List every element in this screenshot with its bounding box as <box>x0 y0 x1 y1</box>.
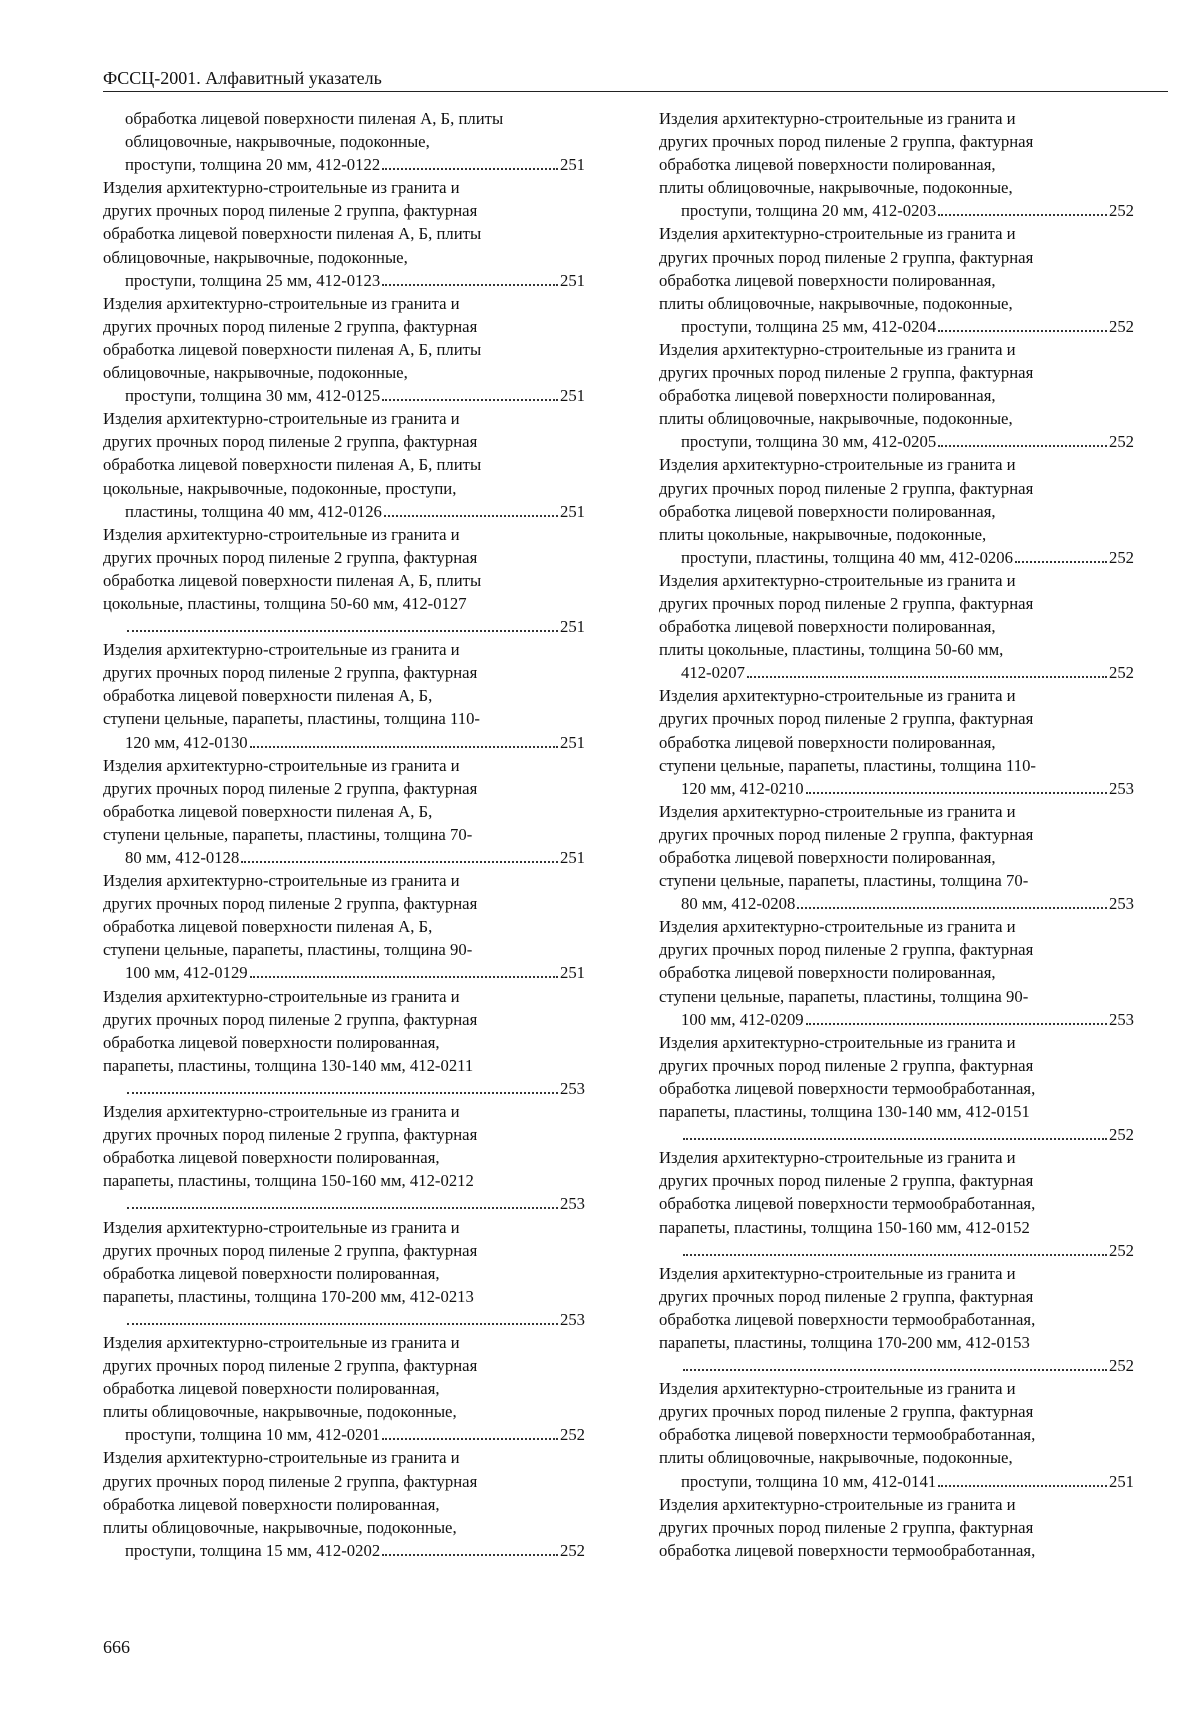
entry-text-line: облицовочные, накрывочные, подоконные, <box>125 132 430 152</box>
dot-leader <box>382 1438 558 1440</box>
entry-text-line: плиты облицовочные, накрывочные, подоконные, <box>659 178 1013 198</box>
entry-text-line: обработка лицевой поверхности полированная, <box>659 386 996 406</box>
entry-page-ref: 251 <box>1108 1471 1134 1491</box>
entry-text-line: Изделия архитектурно-строительные из гранита и <box>659 570 1016 590</box>
index-entry <box>103 176 585 291</box>
entry-text-line: облицовочные, накрывочные, подоконные, <box>103 363 408 383</box>
entry-text-line: других прочных пород пиленые 2 группа, фактурная <box>103 778 478 798</box>
entry-page-ref: 251 <box>559 963 585 983</box>
entry-reference-line <box>125 846 585 869</box>
entry-tail-text: проступи, толщина 20 мм, 412-0203 <box>681 201 937 221</box>
entry-text-line: обработка лицевой поверхности пиленая А, Б, <box>103 686 433 706</box>
index-column-left <box>103 107 585 1562</box>
entry-text-line: Изделия архитектурно-строительные из гранита и <box>659 224 1016 244</box>
entry-page-ref: 252 <box>1108 1356 1134 1376</box>
entry-text-line: других прочных пород пиленые 2 группа, фактурная <box>103 1009 478 1029</box>
entry-text-line: других прочных пород пиленые 2 группа, фактурная <box>659 1055 1034 1075</box>
entry-text-line: Изделия архитектурно-строительные из гранита и <box>659 686 1016 706</box>
entry-text-line: парапеты, пластины, толщина 150-160 мм, 412-0152 <box>659 1217 1030 1237</box>
entry-tail-text: проступи, толщина 30 мм, 412-0125 <box>125 386 381 406</box>
dot-leader <box>384 515 558 517</box>
index-entry <box>659 107 1134 222</box>
dot-leader <box>806 792 1107 794</box>
index-entry <box>659 684 1134 799</box>
entry-text-line: плиты облицовочные, накрывочные, подоконные, <box>103 1402 457 1422</box>
entry-text-line: обработка лицевой поверхности полированная, <box>103 1263 440 1283</box>
entry-page-ref: 253 <box>559 1078 585 1098</box>
entry-page-ref: 251 <box>559 848 585 867</box>
entry-page-ref: 251 <box>559 155 585 175</box>
entry-reference-line <box>125 153 585 176</box>
entry-text-line: других прочных пород пиленые 2 группа, фактурная <box>659 593 1034 613</box>
entry-tail-text: 80 мм, 412-0208 <box>681 894 796 914</box>
entry-reference-line <box>681 430 1134 453</box>
entry-reference-line <box>681 199 1134 222</box>
entry-page-ref: 251 <box>559 732 585 752</box>
dot-leader <box>127 1207 558 1209</box>
entry-text-line: других прочных пород пиленые 2 группа, фактурная <box>103 1240 478 1260</box>
entry-text-line: обработка лицевой поверхности пиленая А, Б, плиты <box>103 339 482 359</box>
entry-reference-line <box>681 1239 1134 1262</box>
entry-text-line: Изделия архитектурно-строительные из гранита и <box>103 409 460 429</box>
entry-tail-text: 100 мм, 412-0129 <box>125 963 248 983</box>
index-entry <box>659 1377 1134 1492</box>
index-entry <box>659 1493 1134 1562</box>
entry-reference-line <box>681 892 1134 915</box>
entry-page-ref: 251 <box>559 501 585 521</box>
entry-text-line: обработка лицевой поверхности полированная, <box>659 501 996 521</box>
entry-tail-text: проступи, толщина 25 мм, 412-0123 <box>125 270 381 290</box>
entry-text-line: других прочных пород пиленые 2 группа, фактурная <box>659 247 1034 267</box>
dot-leader <box>382 399 558 401</box>
entry-text-line: плиты цокольные, накрывочные, подоконные, <box>659 524 987 544</box>
entry-reference-line <box>125 1539 585 1562</box>
entry-text-line: других прочных пород пиленые 2 группа, фактурная <box>659 824 1034 844</box>
entry-page-ref: 252 <box>559 1540 585 1560</box>
dot-leader <box>382 1554 558 1556</box>
entry-text-line: Изделия архитектурно-строительные из гранита и <box>659 1148 1016 1168</box>
index-entry <box>659 222 1134 337</box>
entry-reference-line <box>681 315 1134 338</box>
dot-leader <box>938 330 1107 332</box>
dot-leader <box>382 284 558 286</box>
entry-text-line: ступени цельные, парапеты, пластины, толщина 110- <box>659 755 1036 775</box>
entry-page-ref: 252 <box>559 1425 585 1445</box>
entry-text-line: Изделия архитектурно-строительные из гранита и <box>103 1217 460 1237</box>
entry-text-line: других прочных пород пиленые 2 группа, фактурная <box>659 1171 1034 1191</box>
index-column-right <box>659 107 1134 1562</box>
entry-tail-text: проступи, толщина 25 мм, 412-0204 <box>681 316 937 336</box>
entry-text-line: обработка лицевой поверхности пиленая А, Б, плиты <box>103 455 482 475</box>
entry-text-line: других прочных пород пиленые 2 группа, фактурная <box>659 940 1034 960</box>
entry-reference-line <box>681 546 1134 569</box>
entry-text-line: обработка лицевой поверхности полированная, <box>659 617 996 637</box>
entry-text-line: обработка лицевой поверхности пиленая А, Б, <box>103 917 433 937</box>
entry-page-ref: 253 <box>1108 778 1134 798</box>
entry-text-line: ступени цельные, парапеты, пластины, толщина 90- <box>103 940 473 960</box>
entry-text-line: обработка лицевой поверхности термообработанная, <box>659 1309 1036 1329</box>
entry-reference-line <box>125 269 585 292</box>
entry-tail-text: 100 мм, 412-0209 <box>681 1009 804 1029</box>
entry-text-line: плиты цокольные, пластины, толщина 50-60 мм, <box>659 640 1004 660</box>
index-entry <box>103 1331 585 1446</box>
entry-text-line: ступени цельные, парапеты, пластины, толщина 110- <box>103 709 480 729</box>
entry-reference-line <box>681 1470 1134 1493</box>
entry-tail-text: пластины, толщина 40 мм, 412-0126 <box>125 501 382 521</box>
entry-page-ref: 252 <box>1108 432 1134 452</box>
entry-text-line: Изделия архитектурно-строительные из гранита и <box>659 801 1016 821</box>
index-entry <box>659 338 1134 453</box>
entry-reference-line <box>125 1308 585 1331</box>
entry-text-line: Изделия архитектурно-строительные из гранита и <box>659 1263 1016 1283</box>
entry-text-line: других прочных пород пиленые 2 группа, фактурная <box>103 663 478 683</box>
entry-text-line: других прочных пород пиленые 2 группа, фактурная <box>659 1286 1034 1306</box>
entry-page-ref: 253 <box>559 1194 585 1214</box>
entry-text-line: других прочных пород пиленые 2 группа, фактурная <box>103 316 478 336</box>
entry-text-line: обработка лицевой поверхности термообработанная, <box>659 1194 1036 1214</box>
dot-leader <box>250 976 558 978</box>
entry-page-ref: 253 <box>559 1309 585 1329</box>
dot-leader <box>127 1323 558 1325</box>
entry-text-line: парапеты, пластины, толщина 130-140 мм, 412-0211 <box>103 1055 474 1075</box>
index-entry <box>103 292 585 407</box>
entry-reference-line <box>125 384 585 407</box>
dot-leader <box>683 1138 1107 1140</box>
entry-text-line: других прочных пород пиленые 2 группа, фактурная <box>103 432 478 452</box>
index-entry <box>103 638 585 753</box>
dot-leader <box>683 1254 1107 1256</box>
entry-text-line: других прочных пород пиленые 2 группа, фактурная <box>103 894 478 914</box>
dot-leader <box>938 1485 1107 1487</box>
entry-text-line: Изделия архитектурно-строительные из гранита и <box>659 109 1016 128</box>
entry-tail-text: проступи, толщина 10 мм, 412-0141 <box>681 1471 937 1491</box>
entry-tail-text: 120 мм, 412-0130 <box>125 732 248 752</box>
entry-tail-text: 80 мм, 412-0128 <box>125 848 240 867</box>
dot-leader <box>797 907 1107 909</box>
entry-text-line: обработка лицевой поверхности пиленая А, Б, плиты <box>103 224 482 244</box>
entry-text-line: других прочных пород пиленые 2 группа, фактурная <box>103 201 478 221</box>
entry-reference-line <box>125 1077 585 1100</box>
entry-text-line: других прочных пород пиленые 2 группа, фактурная <box>659 709 1034 729</box>
dot-leader <box>127 630 558 632</box>
entry-text-line: парапеты, пластины, толщина 170-200 мм, 412-0213 <box>103 1286 474 1306</box>
entry-text-line: обработка лицевой поверхности полированная, <box>659 732 996 752</box>
entry-text-line: обработка лицевой поверхности полированная, <box>103 1379 440 1399</box>
dot-leader <box>127 1092 558 1094</box>
entry-tail-text: 412-0207 <box>681 663 745 683</box>
entry-text-line: обработка лицевой поверхности полированная, <box>659 270 996 290</box>
entry-text-line: ступени цельные, парапеты, пластины, толщина 70- <box>103 824 473 844</box>
dot-leader <box>806 1023 1107 1025</box>
entry-text-line: Изделия архитектурно-строительные из гранита и <box>659 455 1016 475</box>
entry-text-line: плиты облицовочные, накрывочные, подоконные, <box>103 1517 457 1537</box>
entry-page-ref: 253 <box>1108 1009 1134 1029</box>
entry-text-line: других прочных пород пиленые 2 группа, фактурная <box>659 1517 1034 1537</box>
index-entry <box>103 754 585 869</box>
index-entry <box>103 1446 585 1561</box>
entry-text-line: Изделия архитектурно-строительные из гранита и <box>103 986 460 1006</box>
dot-leader <box>382 168 558 170</box>
entry-text-line: Изделия архитектурно-строительные из гранита и <box>103 178 460 198</box>
entry-text-line: обработка лицевой поверхности полированная, <box>659 155 996 175</box>
index-entry <box>103 869 585 984</box>
entry-text-line: обработка лицевой поверхности термообработанная, <box>659 1425 1036 1445</box>
entry-text-line: Изделия архитектурно-строительные из гранита и <box>103 755 460 775</box>
entry-reference-line <box>681 661 1134 684</box>
dot-leader <box>250 746 558 748</box>
index-entry <box>103 1216 585 1331</box>
entry-text-line: плиты облицовочные, накрывочные, подоконные, <box>659 409 1013 429</box>
entry-text-line: цокольные, накрывочные, подоконные, проступи, <box>103 478 457 498</box>
entry-text-line: других прочных пород пиленые 2 группа, фактурная <box>103 1356 478 1376</box>
entry-text-line: Изделия архитектурно-строительные из гранита и <box>103 1448 460 1468</box>
index-entry <box>103 107 585 176</box>
entry-text-line: обработка лицевой поверхности полированная, <box>103 1032 440 1052</box>
page-number: 666 <box>103 1637 130 1657</box>
entry-reference-line <box>125 615 585 638</box>
dot-leader <box>747 676 1107 678</box>
entry-page-ref: 251 <box>559 617 585 637</box>
entry-text-line: облицовочные, накрывочные, подоконные, <box>103 247 408 267</box>
entry-text-line: Изделия архитектурно-строительные из гранита и <box>659 917 1016 937</box>
entry-text-line: других прочных пород пиленые 2 группа, фактурная <box>659 1402 1034 1422</box>
dot-leader <box>938 445 1107 447</box>
index-entry <box>659 800 1134 915</box>
entry-tail-text: проступи, толщина 15 мм, 412-0202 <box>125 1540 381 1560</box>
entry-text-line: обработка лицевой поверхности полированная, <box>659 848 996 867</box>
entry-text-line: Изделия архитектурно-строительные из гранита и <box>103 640 460 660</box>
entry-text-line: парапеты, пластины, толщина 170-200 мм, 412-0153 <box>659 1332 1030 1352</box>
index-entry <box>103 1100 585 1215</box>
index-entry <box>659 915 1134 1030</box>
entry-text-line: плиты облицовочные, накрывочные, подоконные, <box>659 293 1013 313</box>
entry-reference-line <box>125 1423 585 1446</box>
entry-tail-text: проступи, пластины, толщина 40 мм, 412-0206 <box>681 547 1013 567</box>
entry-text-line: других прочных пород пиленые 2 группа, фактурная <box>103 547 478 567</box>
entry-text-line: обработка лицевой поверхности пиленая А, Б, <box>103 801 433 821</box>
entry-text-line: парапеты, пластины, толщина 130-140 мм, 412-0151 <box>659 1102 1030 1122</box>
entry-text-line: ступени цельные, парапеты, пластины, толщина 70- <box>659 871 1029 891</box>
entry-page-ref: 252 <box>1108 547 1134 567</box>
entry-text-line: обработка лицевой поверхности термообработанная, <box>659 1540 1036 1560</box>
entry-page-ref: 251 <box>559 270 585 290</box>
dot-leader <box>1015 561 1107 563</box>
entry-reference-line <box>125 500 585 523</box>
entry-text-line: обработка лицевой поверхности пиленая А, Б, плиты <box>125 109 504 128</box>
entry-text-line: Изделия архитектурно-строительные из гранита и <box>659 1494 1016 1514</box>
entry-text-line: других прочных пород пиленые 2 группа, фактурная <box>659 132 1034 152</box>
entry-page-ref: 252 <box>1108 1125 1134 1145</box>
entry-text-line: Изделия архитектурно-строительные из гранита и <box>659 339 1016 359</box>
entry-page-ref: 252 <box>1108 316 1134 336</box>
entry-reference-line <box>681 1354 1134 1377</box>
entry-text-line: других прочных пород пиленые 2 группа, фактурная <box>103 1125 478 1145</box>
entry-text-line: плиты облицовочные, накрывочные, подоконные, <box>659 1448 1013 1468</box>
index-entry <box>659 1262 1134 1377</box>
index-entry <box>103 523 585 638</box>
entry-reference-line <box>681 1008 1134 1031</box>
entry-text-line: Изделия архитектурно-строительные из гранита и <box>103 1102 460 1122</box>
entry-text-line: обработка лицевой поверхности полированная, <box>659 963 996 983</box>
entry-tail-text: 120 мм, 412-0210 <box>681 778 804 798</box>
entry-reference-line <box>681 1123 1134 1146</box>
entry-text-line: Изделия архитектурно-строительные из гранита и <box>103 871 460 891</box>
entry-text-line: обработка лицевой поверхности полированная, <box>103 1148 440 1168</box>
entry-text-line: других прочных пород пиленые 2 группа, фактурная <box>659 363 1034 383</box>
dot-leader <box>683 1369 1107 1371</box>
entry-text-line: Изделия архитектурно-строительные из гранита и <box>659 1379 1016 1399</box>
dot-leader <box>241 861 558 863</box>
entry-text-line: Изделия архитектурно-строительные из гранита и <box>103 524 460 544</box>
entry-tail-text: проступи, толщина 20 мм, 412-0122 <box>125 155 381 175</box>
entry-reference-line <box>125 1192 585 1215</box>
entry-reference-line <box>125 731 585 754</box>
entry-text-line: Изделия архитектурно-строительные из гранита и <box>103 1332 460 1352</box>
entry-page-ref: 252 <box>1108 663 1134 683</box>
index-entry <box>103 985 585 1100</box>
entry-page-ref: 251 <box>559 386 585 406</box>
entry-text-line: парапеты, пластины, толщина 150-160 мм, 412-0212 <box>103 1171 474 1191</box>
entry-text-line: цокольные, пластины, толщина 50-60 мм, 412-0127 <box>103 593 467 613</box>
entry-text-line: обработка лицевой поверхности пиленая А, Б, плиты <box>103 570 482 590</box>
entry-tail-text: проступи, толщина 10 мм, 412-0201 <box>125 1425 381 1445</box>
entry-text-line: других прочных пород пиленые 2 группа, фактурная <box>103 1471 478 1491</box>
index-entry <box>659 453 1134 568</box>
entry-text-line: ступени цельные, парапеты, пластины, толщина 90- <box>659 986 1029 1006</box>
index-entry <box>659 1146 1134 1261</box>
entry-page-ref: 252 <box>1108 1240 1134 1260</box>
entry-reference-line <box>125 961 585 984</box>
dot-leader <box>938 214 1107 216</box>
entry-page-ref: 253 <box>1108 894 1134 914</box>
entry-text-line: Изделия архитектурно-строительные из гранита и <box>659 1032 1016 1052</box>
entry-text-line: обработка лицевой поверхности термообработанная, <box>659 1078 1036 1098</box>
entry-text-line: других прочных пород пиленые 2 группа, фактурная <box>659 478 1034 498</box>
entry-reference-line <box>681 777 1134 800</box>
index-entry <box>659 569 1134 684</box>
index-entry <box>659 1031 1134 1146</box>
entry-tail-text: проступи, толщина 30 мм, 412-0205 <box>681 432 937 452</box>
entry-text-line: Изделия архитектурно-строительные из гранита и <box>103 293 460 313</box>
entry-page-ref: 252 <box>1108 201 1134 221</box>
index-entry <box>103 407 585 522</box>
page-header: ФССЦ-2001. Алфавитный указатель <box>103 67 1168 92</box>
entry-text-line: обработка лицевой поверхности полированная, <box>103 1494 440 1514</box>
